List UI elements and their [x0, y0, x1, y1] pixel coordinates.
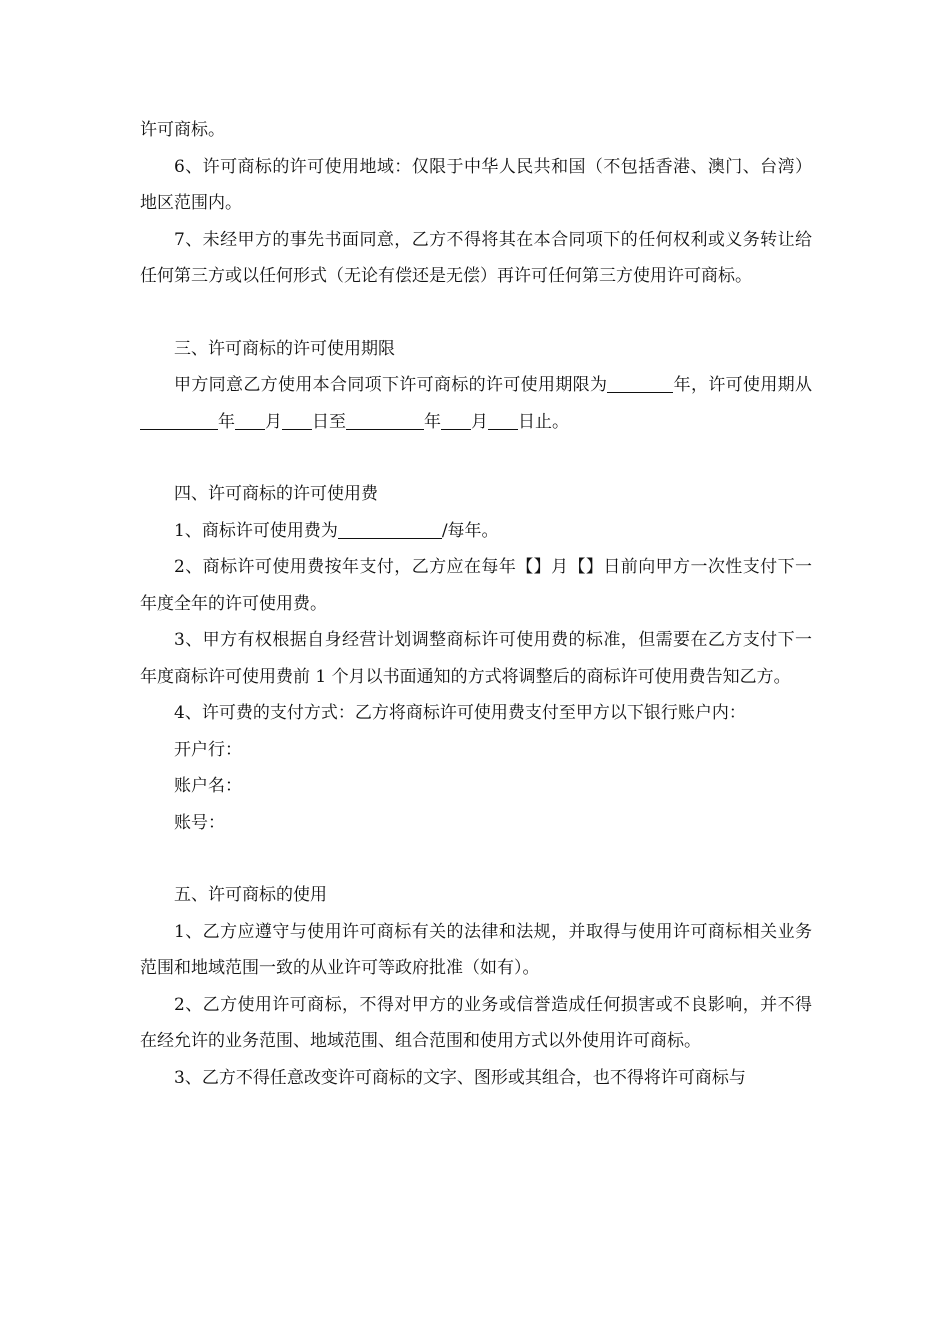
text: 日至 [312, 411, 346, 432]
start-year-blank [140, 409, 218, 430]
text: 甲方同意乙方使用本合同项下许可商标的许可使用期限为 [174, 375, 608, 395]
clause-3-term [140, 367, 812, 440]
text: 月 [471, 411, 488, 432]
clause-4-1 [140, 513, 812, 550]
clause-5-3: 3、乙方不得任意改变许可商标的文字、图形或其组合，也不得将许可商标与 [174, 1067, 746, 1088]
end-year-blank [346, 409, 424, 430]
bank-label: 开户行： [174, 739, 242, 760]
section-gap [140, 841, 812, 877]
account-number-label: 账号： [174, 812, 225, 833]
end-day-blank [488, 409, 518, 430]
clause-5-1: 1、乙方应遵守与使用许可商标有关的法律和法规，并取得与使用许可商标相关业务范围和地域范围一致的从业许可等政府批准（如有）。 [140, 921, 812, 978]
section-4-heading: 四、许可商标的许可使用费 [174, 484, 378, 504]
clause-2-7: 7、未经甲方的事先书面同意，乙方不得将其在本合同项下的任何权利或义务转让给任何第三方或以任何形式（无论有偿还是无偿）再许可任何第三方使用许可商标。 [140, 229, 812, 286]
section-3-heading: 三、许可商标的许可使用期限 [174, 338, 395, 359]
clause-4-4: 4、许可费的支付方式：乙方将商标许可使用费支付至甲方以下银行账户内： [174, 703, 746, 723]
clause-4-3: 3、甲方有权根据自身经营计划调整商标许可使用费的标准，但需要在乙方支付下一年度商标许可使用费前 1 个月以书面通知的方式将调整后的商标许可使用费告知乙方。 [140, 630, 812, 687]
clause-2-6: 6、许可商标的许可使用地域：仅限于中华人民共和国（不包括香港、澳门、台湾）地区范围内。 [140, 156, 812, 213]
start-day-blank [282, 409, 312, 430]
text: 月 [265, 411, 282, 432]
clause-4-2: 2、商标许可使用费按年支付，乙方应在每年【】月【】日前向甲方一次性支付下一年度全年的许可使用费。 [140, 557, 812, 614]
text: 日止。 [518, 411, 569, 432]
text: 年 [424, 411, 441, 432]
section-gap [140, 295, 812, 331]
document-page [140, 112, 812, 1096]
account-name-label: 账户名： [174, 776, 242, 796]
end-month-blank [441, 409, 471, 430]
paragraph-continuation: 许可商标。 [140, 120, 225, 140]
section-gap [140, 440, 812, 476]
section-5-heading: 五、许可商标的使用 [174, 885, 327, 905]
text: /每年。 [441, 520, 499, 541]
text: 年 [218, 411, 235, 432]
text: 1、商标许可使用费为 [174, 520, 338, 541]
clause-5-2: 2、乙方使用许可商标，不得对甲方的业务或信誉造成任何损害或不良影响，并不得在经允许的业务范围、地域范围、组合范围和使用方式以外使用许可商标。 [140, 994, 812, 1051]
term-years-blank [607, 372, 673, 393]
fee-blank [338, 518, 442, 539]
text: 年，许可使用期从 [673, 375, 813, 395]
start-month-blank [235, 409, 265, 430]
